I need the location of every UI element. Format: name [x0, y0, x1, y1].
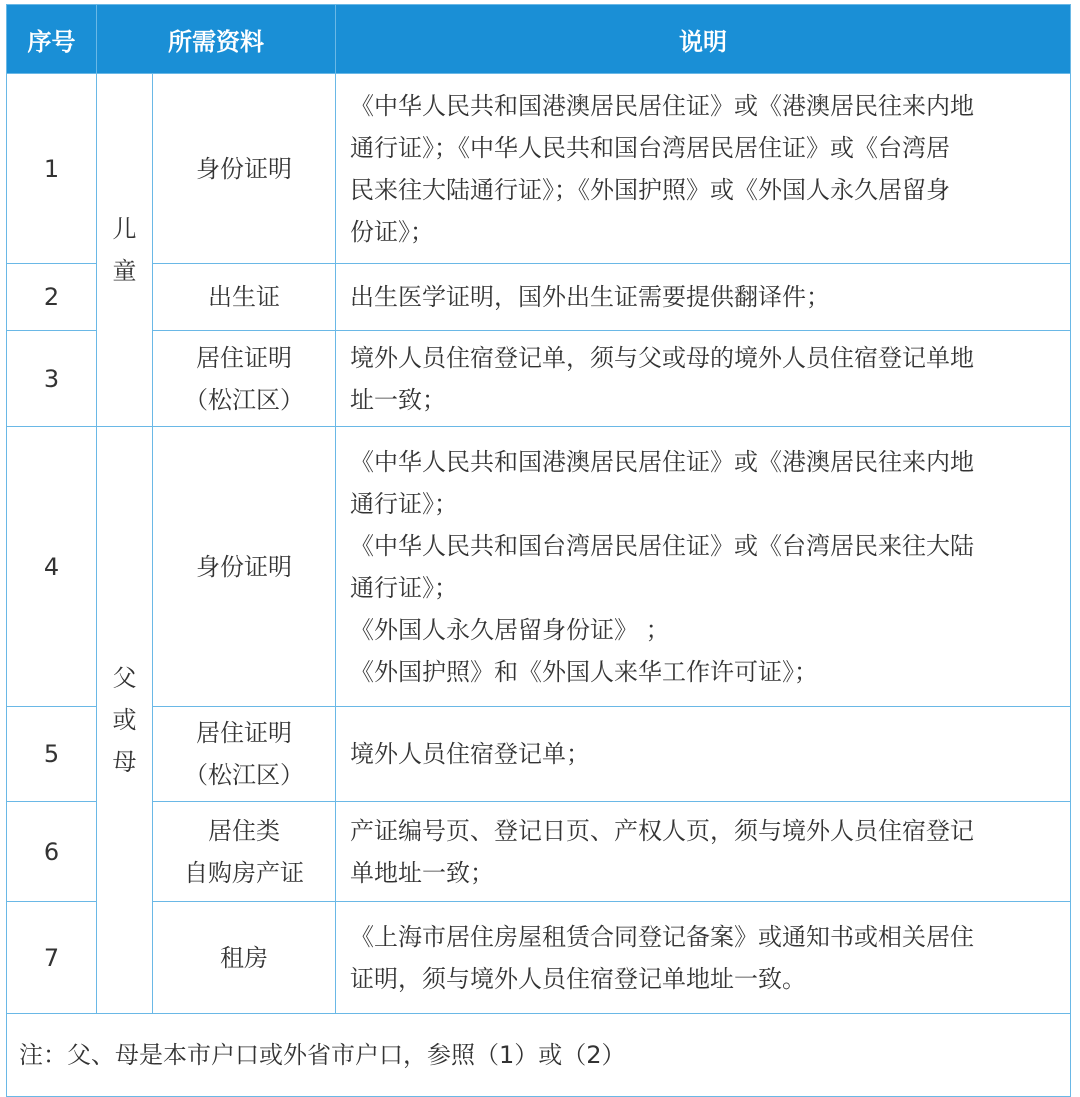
row-desc — [336, 264, 1071, 331]
group-child — [97, 74, 153, 427]
material-line: （松江区） — [184, 385, 304, 414]
note-row — [7, 1014, 1071, 1097]
row-desc — [336, 902, 1071, 1014]
row-no: 4 — [7, 427, 97, 707]
material-line: 居住证明 — [196, 343, 292, 372]
material-line: 居住类 — [208, 816, 280, 845]
desc-line: 《中华人民共和国台湾居民居住证》或《台湾居民来往大陆 — [350, 531, 974, 560]
row-desc — [336, 802, 1071, 902]
row-no: 2 — [7, 264, 97, 331]
material-line: 租房 — [220, 943, 268, 972]
table-row — [7, 331, 1071, 427]
desc-line: 出生医学证明，国外出生证需要提供翻译件； — [350, 283, 830, 311]
desc-line: 产证编号页、登记日页、产权人页，须与境外人员住宿登记 — [350, 816, 974, 845]
row-material — [153, 902, 336, 1014]
group-char: 童 — [112, 257, 137, 285]
table-row — [7, 264, 1071, 331]
row-no: 7 — [7, 902, 97, 1014]
table-row — [7, 902, 1071, 1014]
header-material: 所需资料 — [97, 5, 336, 74]
desc-line: 《上海市居住房屋租赁合同登记备案》或通知书或相关居住 — [350, 922, 974, 951]
desc-line: 通行证》； — [350, 489, 458, 518]
material-line: 出生证 — [208, 283, 280, 311]
group-char: 母 — [112, 748, 137, 776]
row-no: 3 — [7, 331, 97, 427]
desc-line: 《外国护照》和《外国人来华工作许可证》； — [350, 657, 818, 686]
row-desc — [336, 427, 1071, 707]
row-desc — [336, 707, 1071, 802]
table-row — [7, 802, 1071, 902]
header-no: 序号 — [7, 5, 97, 74]
desc-line: 《外国人永久居留身份证》 ； — [350, 615, 670, 644]
desc-line: 通行证》；《中华人民共和国台湾居民居住证》或《台湾居 — [350, 133, 950, 162]
table-note: 注：父、母是本市户口或外省市户口，参照（1）或（2） — [7, 1014, 1071, 1097]
group-child-label — [113, 208, 137, 292]
desc-line: 《中华人民共和国港澳居民居住证》或《港澳居民往来内地 — [350, 91, 974, 120]
material-line: 居住证明 — [196, 719, 292, 747]
row-material — [153, 74, 336, 264]
desc-line: 单地址一致； — [350, 858, 494, 887]
row-no: 6 — [7, 802, 97, 902]
row-material — [153, 707, 336, 802]
requirements-table-wrapper — [6, 4, 1070, 1097]
row-no: 1 — [7, 74, 97, 264]
desc-line: 境外人员住宿登记单，须与父或母的境外人员住宿登记单地 — [350, 343, 974, 372]
group-char: 父 — [112, 664, 137, 692]
group-parent-label — [113, 657, 137, 783]
row-desc — [336, 74, 1071, 264]
desc-line: 境外人员住宿登记单； — [350, 740, 590, 768]
row-material — [153, 427, 336, 707]
desc-line: 通行证》； — [350, 573, 458, 602]
desc-line: 份证》； — [350, 217, 434, 246]
row-material — [153, 802, 336, 902]
material-line: 自购房产证 — [184, 858, 304, 887]
material-line: 身份证明 — [196, 154, 292, 183]
desc-line: 《中华人民共和国港澳居民居住证》或《港澳居民往来内地 — [350, 447, 974, 476]
row-material — [153, 264, 336, 331]
group-parent — [97, 427, 153, 1014]
group-char: 或 — [112, 706, 137, 734]
requirements-table — [6, 4, 1071, 1097]
table-row — [7, 74, 1071, 264]
header-row — [7, 5, 1071, 74]
material-line: 身份证明 — [196, 552, 292, 581]
material-line: （松江区） — [184, 761, 304, 789]
row-material — [153, 331, 336, 427]
group-char: 儿 — [112, 215, 137, 243]
row-no: 5 — [7, 707, 97, 802]
desc-line: 证明，须与境外人员住宿登记单地址一致。 — [350, 964, 806, 993]
table-row — [7, 427, 1071, 707]
desc-line: 址一致； — [350, 385, 446, 414]
header-desc: 说明 — [336, 5, 1071, 74]
desc-line: 民来往大陆通行证》；《外国护照》或《外国人永久居留身 — [350, 175, 950, 204]
table-row — [7, 707, 1071, 802]
row-desc — [336, 331, 1071, 427]
